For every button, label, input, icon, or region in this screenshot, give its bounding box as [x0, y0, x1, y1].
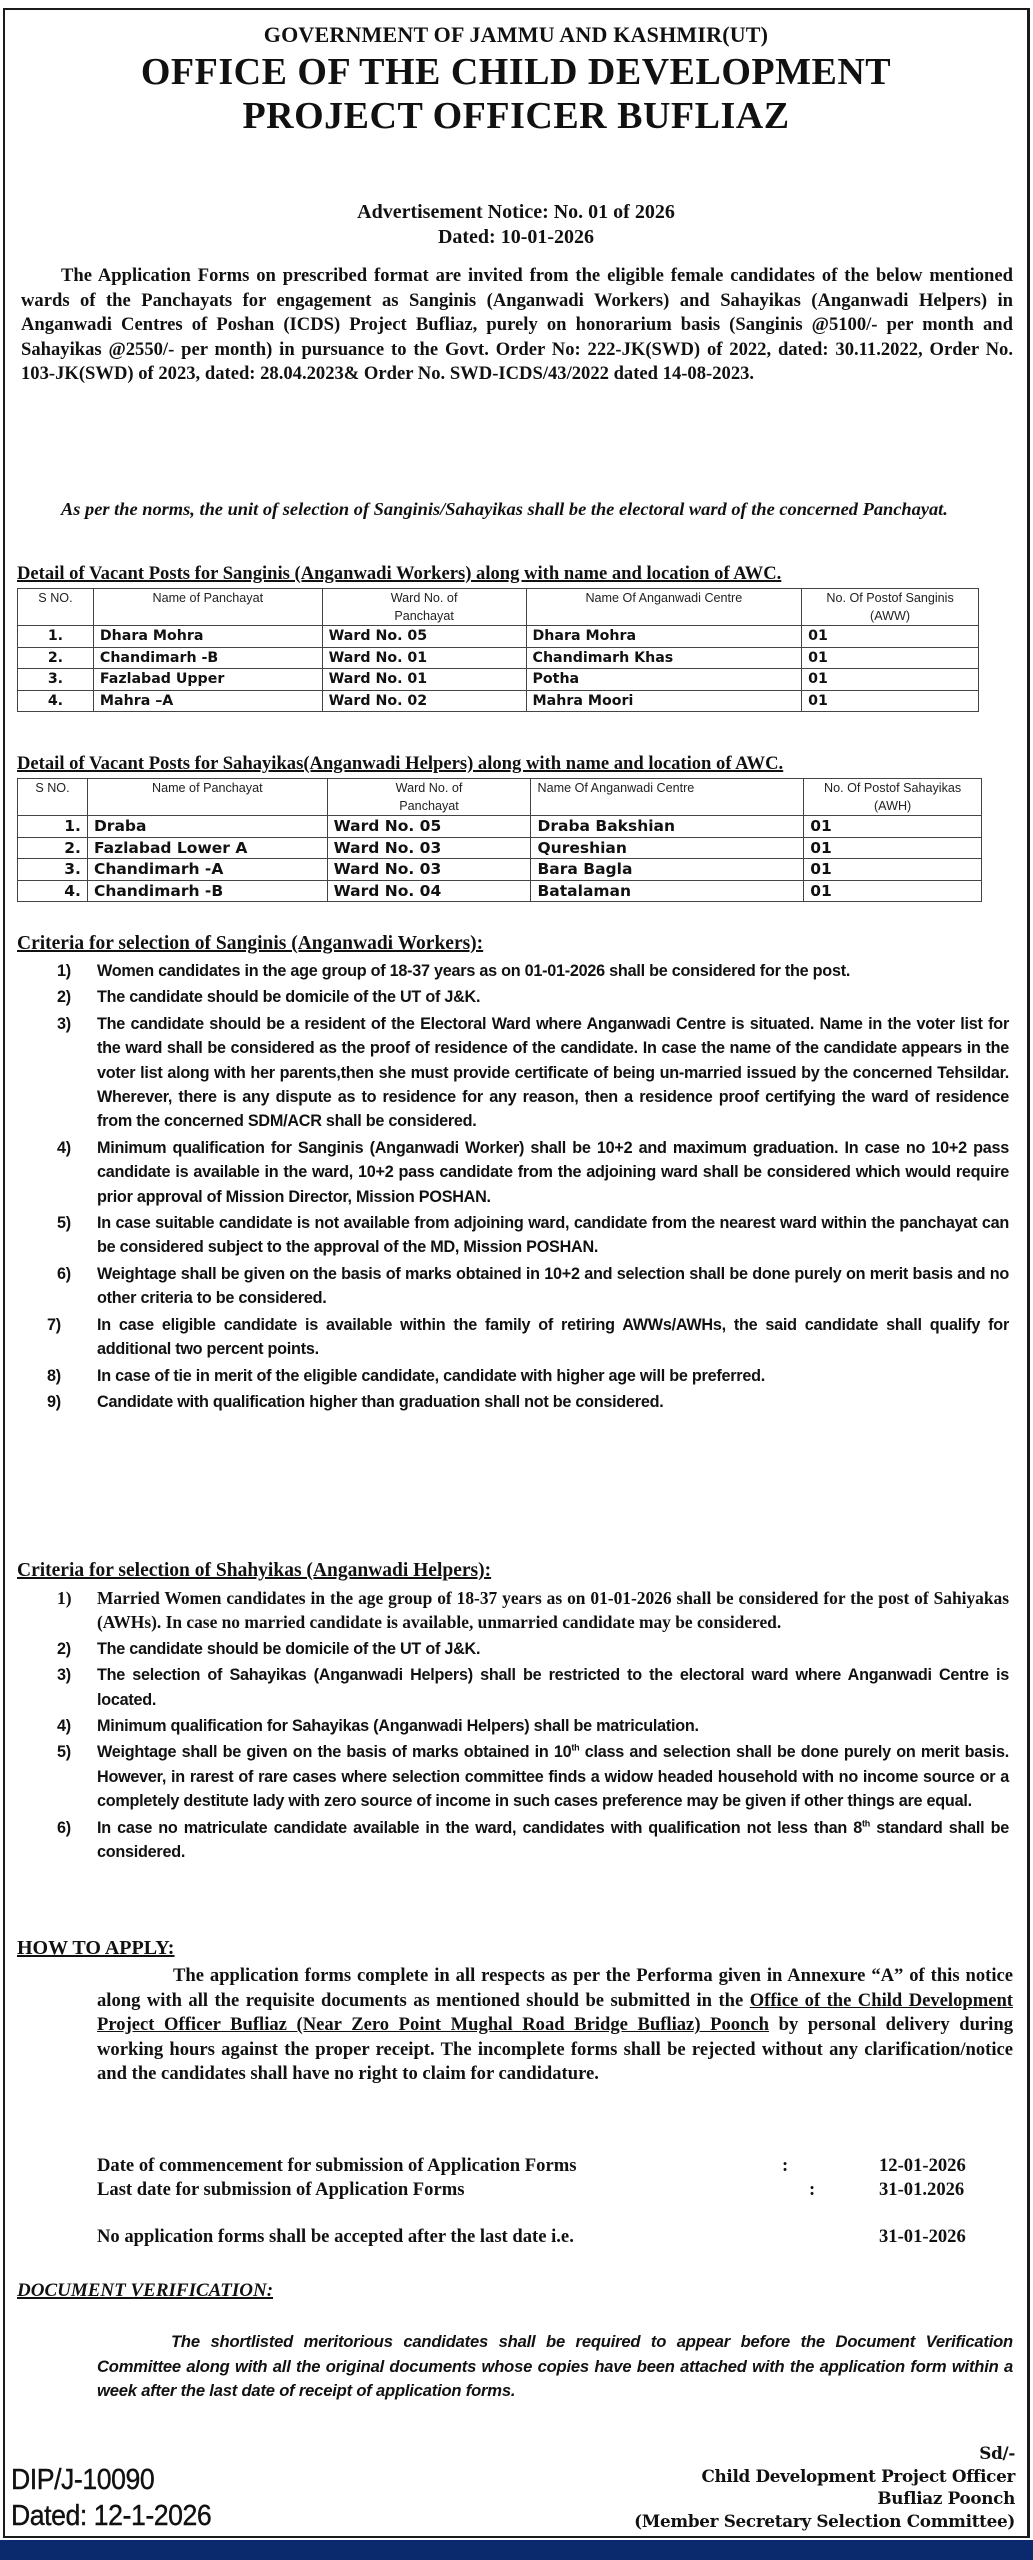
criteria-item: 2) The candidate should be domicile of the UT of J&K. — [57, 1639, 481, 1658]
signature-block — [634, 2442, 1015, 2532]
advertisement-notice — [5, 200, 1027, 250]
table-row: 1. Draba Ward No. 05 Draba Bakshian 01 — [18, 816, 982, 838]
col-ward: Ward No. of Panchayat — [327, 779, 531, 816]
col-sno: S NO. — [18, 779, 88, 816]
dip-number: DIP/J-10090 — [11, 2464, 155, 2496]
dip-date: Dated: 12-1-2026 — [11, 2500, 212, 2532]
col-posts: No. Of Postof Sanginis (AWW) — [802, 589, 979, 626]
how-to-apply-heading: HOW TO APPLY: — [17, 1937, 175, 1959]
sahayikas-criteria-heading: Criteria for selection of Shahyikas (Anganwadi Helpers): — [17, 1560, 492, 1581]
signatory-role: (Member Secretary Selection Committee) — [634, 2510, 1015, 2531]
table-row: 4. Chandimarh -B Ward No. 04 Batalaman 01 — [18, 880, 982, 902]
sahayikas-table-title: Detail of Vacant Posts for Sahayikas(Anganwadi Helpers) along with name and location of AWC. — [17, 753, 784, 774]
no-accept-row: No application forms shall be accepted after the last date i.e. 31-01-2026 — [97, 2226, 966, 2247]
notice-number: Advertisement Notice: No. 01 of 2026 — [357, 201, 675, 223]
office-title-line1: OFFICE OF THE CHILD DEVELOPMENT — [140, 51, 892, 93]
signatory-location: Bufliaz Poonch — [877, 2488, 1015, 2508]
col-centre: Name Of Anganwadi Centre — [531, 779, 804, 816]
criteria-item: 8) In case of tie in merit of the eligible candidate, candidate with higher age will be preferred. — [47, 1366, 765, 1385]
sahayikas-criteria-list — [57, 1586, 1009, 1866]
commencement-date: 12-01-2026 — [879, 2155, 966, 2176]
table-row: 4. Mahra –A Ward No. 02 Mahra Moori 01 — [18, 690, 979, 712]
criteria-item: 1) Women candidates in the age group of 18-37 years as on 01-01-2026 shall be considered for the post. — [57, 962, 851, 980]
criteria-item: 5) Weightage shall be given on the basis of marks obtained in 10th class and selection shall be done purely on merit basis. However, in rarest of rare cases where selection committee finds a widow headed household with no income source or a completely destitute lady with zero source of income in such cases preference may be given if other things are equal. — [57, 1743, 1009, 1811]
col-panchayat: Name of Panchayat — [87, 779, 327, 816]
criteria-item: 3) The selection of Sahayikas (Anganwadi Helpers) shall be restricted to the electoral ward where Anganwadi Centre is located. — [57, 1666, 1009, 1709]
sanginis-table-title: Detail of Vacant Posts for Sanginis (Anganwadi Workers) along with name and location of AWC. — [17, 563, 782, 584]
last-date-row: Last date for submission of Application Forms : 31-01.2026 — [97, 2179, 965, 2200]
sanginis-vacancy-table — [17, 588, 979, 712]
document-verification-heading: DOCUMENT VERIFICATION: — [17, 2280, 274, 2301]
criteria-item: 5) In case suitable candidate is not available from adjoining ward, candidate from the nearest ward within the panchayat can be considered subject to the approval of the MD, Mission POSHAN. — [57, 1214, 1009, 1257]
bottom-band — [0, 2540, 1033, 2560]
col-sno: S NO. — [18, 589, 94, 626]
table-row: 3. Fazlabad Upper Ward No. 01 Potha 01 — [18, 669, 979, 691]
document-verification-text: The shortlisted meritorious candidates shall be required to appear before the Document Verification Committee along with all the original documents whose copies have been attached with the application form within a week after the last date of receipt of application forms. — [97, 2332, 1013, 2401]
criteria-item: 4) Minimum qualification for Sanginis (Anganwadi Worker) shall be 10+2 and maximum graduation. In case no 10+2 pass candidate is available in the ward, 10+2 pass candidate from the adjoining ward shall be considered which would require prior approval of Mission Director, Mission POSHAN. — [57, 1138, 1009, 1206]
office-title — [5, 50, 1027, 138]
col-centre: Name Of Anganwadi Centre — [526, 589, 802, 626]
criteria-item: 9) Candidate with qualification higher than graduation shall not be considered. — [47, 1392, 664, 1411]
selection-norms: As per the norms, the unit of selection of Sanginis/Sahayikas shall be the electoral ward of the concerned Panchayat. — [61, 499, 948, 519]
office-title-line2: PROJECT OFFICER BUFLIAZ — [242, 95, 790, 137]
criteria-item: 7) In case eligible candidate is available within the family of retiring AWWs/AWHs, the said candidate shall qualify for additional two percent points. — [47, 1315, 1009, 1359]
table-header-row — [18, 779, 982, 816]
sahayikas-vacancy-table — [17, 778, 982, 902]
last-date: 31-01.2026 — [879, 2179, 965, 2200]
signatory-title: Child Development Project Officer — [701, 2465, 1015, 2486]
signature-sd: Sd/- — [979, 2443, 1015, 2463]
sanginis-criteria-list — [47, 959, 1009, 1416]
col-panchayat: Name of Panchayat — [93, 589, 322, 626]
table-header-row — [18, 589, 979, 626]
government-heading: GOVERNMENT OF JAMMU AND KASHMIR(UT) — [263, 22, 769, 47]
criteria-item: 2) The candidate should be domicile of the UT of J&K. — [57, 988, 481, 1007]
table-row: 1. Dhara Mohra Ward No. 05 Dhara Mohra 01 — [18, 626, 979, 648]
col-ward: Ward No. of Panchayat — [322, 589, 526, 626]
criteria-item: 3) The candidate should be a resident of the Electoral Ward where Anganwadi Centre is situated. Name in the voter list for the ward shall be considered as the proof of residence of the candidate. In case the name of the candidate appears in the voter list along with her parents,then she must provide certificate of being un-married issued by the concerned Tehsildar. Wherever, there is any dispute as to residence for any reason, then a residence proof certifying the ward of residence from the concerned SDM/ACR shall be considered. — [57, 1014, 1009, 1131]
no-accept-date: 31-01-2026 — [879, 2226, 966, 2247]
col-posts: No. Of Postof Sahayikas (AWH) — [804, 779, 982, 816]
office-address: Office of the Child Development Project Officer Bufliaz (Near Zero Point Mughal Road Bridge Bufliaz) Poonch — [97, 1989, 1014, 2036]
how-to-apply-text: The application forms complete in all respects as per the Performa given in Annexure “A” of this notice along with all the requisite documents as mentioned should be submitted in the Office of the Child Development Project Officer Bufliaz (Near Zero Point Mughal Road Bridge Bufliaz) Poonch by personal delivery during working hours against the proper receipt. The incomplete forms shall be rejected without any clarification/notice and the candidates shall have no right to claim for candidature. — [97, 1965, 1014, 2085]
criteria-item: 6) Weightage shall be given on the basis of marks obtained in 10+2 and selection shall be done purely on merit basis and no other criteria to be considered. — [57, 1264, 1009, 1308]
sanginis-criteria-heading: Criteria for selection of Sanginis (Anganwadi Workers): — [17, 933, 484, 954]
table-row: 2. Fazlabad Lower A Ward No. 03 Qureshian 01 — [18, 837, 982, 859]
notice-page — [3, 8, 1030, 2538]
commencement-date-row: Date of commencement for submission of Application Forms : 12-01-2026 — [97, 2155, 966, 2176]
table-row: 3. Chandimarh -A Ward No. 03 Bara Bagla 01 — [18, 859, 982, 881]
intro-paragraph: The Application Forms on prescribed format are invited from the eligible female candidates of the below mentioned wards of the Panchayats for engagement as Sanginis (Anganwadi Workers) and Sahayikas (Anganwadi Helpers) in Anganwadi Centres of Poshan (ICDS) Project Bufliaz, purely on honorarium basis (Sanginis @5100/- per month and Sahayikas @2550/- per month) in pursuance to the Govt. Order No: 222-JK(SWD) of 2022, dated: 30.11.2022, Order No. 103-JK(SWD) of 2023, dated: 28.04.2023& Order No. SWD-ICDS/43/2022 dated 14-08-2023. — [21, 265, 1013, 385]
criteria-item: 4) Minimum qualification for Sahayikas (Anganwadi Helpers) shall be matriculation. — [57, 1717, 699, 1736]
table-row: 2. Chandimarh -B Ward No. 01 Chandimarh Khas 01 — [18, 647, 979, 669]
notice-date: Dated: 10-01-2026 — [437, 226, 595, 248]
criteria-item: 6) In case no matriculate candidate available in the ward, candidates with qualification not less than 8th standard shall be considered. — [57, 1818, 1009, 1862]
criteria-item: 1) Married Women candidates in the age group of 18-37 years as on 01-01-2026 shall be considered for the post of Sahiyakas (AWHs). In case no married candidate is available, unmarried candidate may be considered. — [57, 1588, 1009, 1633]
